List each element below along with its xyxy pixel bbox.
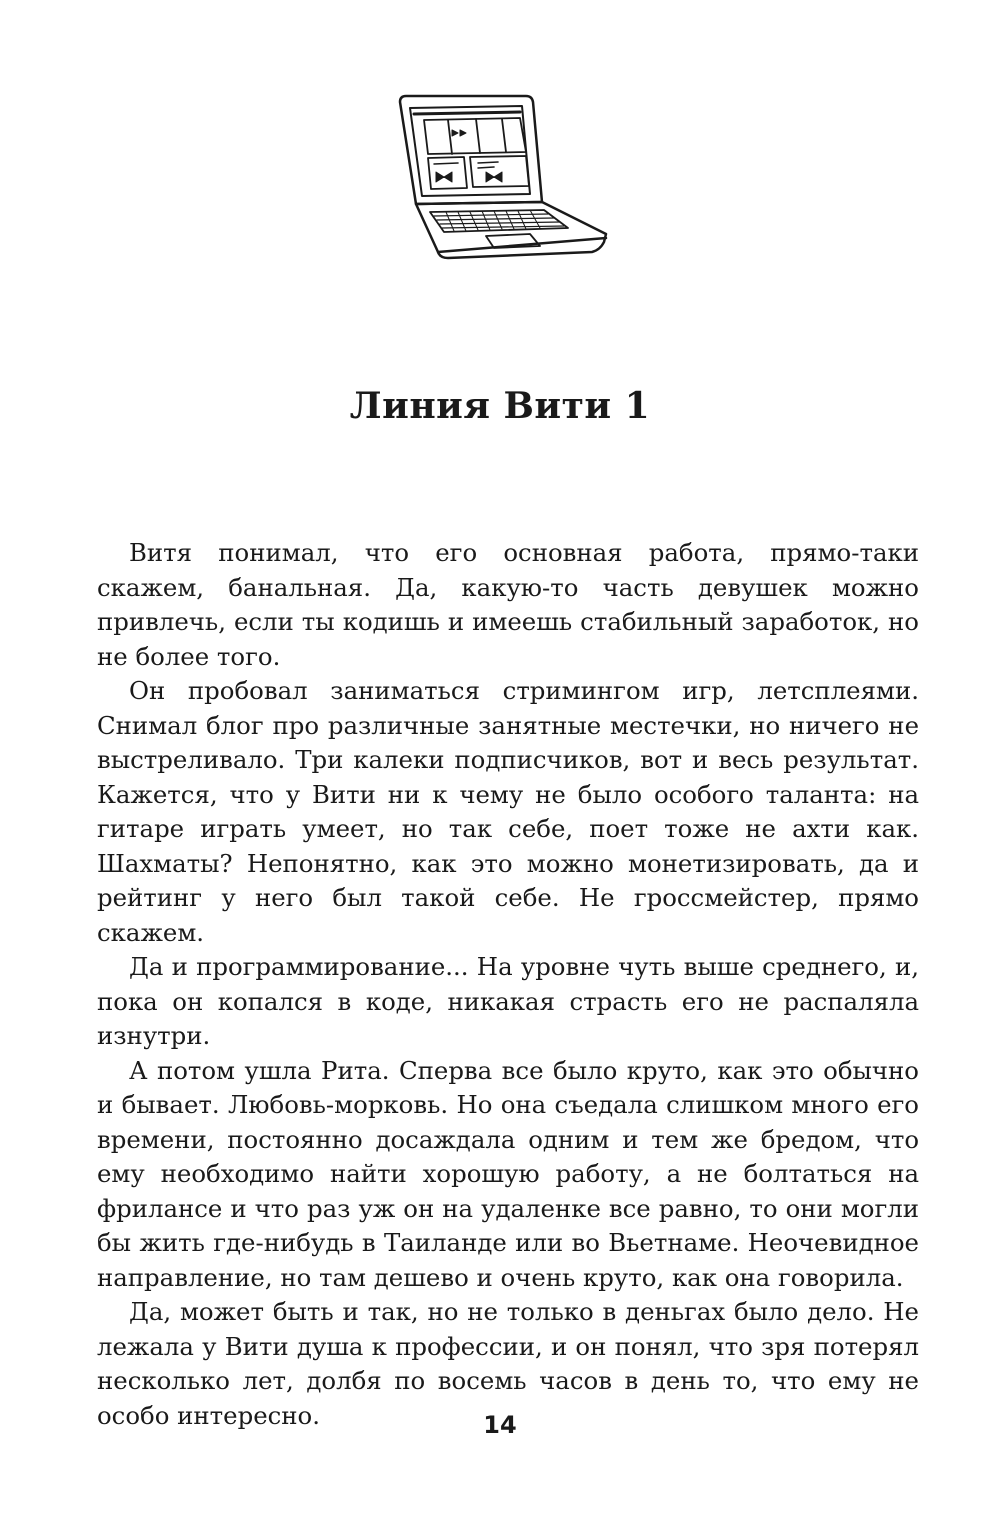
page-number: 14 xyxy=(483,1411,517,1439)
paragraph: Он пробовал заниматься стримингом игр, летсплеями. Снимал блог про различные занятные местечки, но ничего не выстреливало. Три калеки подписчиков, вот и весь результат. Кажется, что у Вити ни к чему не было особого таланта: на гитаре играть умеет, но так себе, поет тоже не ахти как. Шахматы? Непонятно, как это можно монетизировать, да и рейтинг у него был такой себе. Не гроссмейстер, прямо скажем. xyxy=(97,676,919,947)
paragraph: Да и программирование... На уровне чуть выше среднего, и, пока он копался в коде, никакая страсть его не распаляла изнутри. xyxy=(97,952,919,1050)
laptop-icon xyxy=(394,92,612,268)
paragraph: Да, может быть и так, но не только в деньгах было дело. Не лежала у Вити душа к профессии, и он понял, что зря потерял несколько лет, долбя по восемь часов в день то, что ему не особо интересно. xyxy=(97,1297,919,1430)
paragraph: Витя понимал, что его основная работа, прямо-таки скажем, банальная. Да, какую-то часть девушек можно привлечь, если ты кодишь и имеешь стабильный заработок, но не более того. xyxy=(97,538,919,671)
chapter-title: Линия Вити 1 xyxy=(349,385,651,427)
chapter-body xyxy=(97,536,919,1433)
paragraph: А потом ушла Рита. Сперва все было круто, как это обычно и бывает. Любовь-морковь. Но она съедала слишком много его времени, постоянно досаждала одним и тем же бредом, что ему необходимо найти хорошую работу, а не болтаться на фрилансе и что раз уж он на удаленке все равно, то они могли бы жить где-нибудь в Таиланде или во Вьетнаме. Неочевидное направление, но там дешево и очень круто, как она говорила. xyxy=(97,1055,919,1292)
